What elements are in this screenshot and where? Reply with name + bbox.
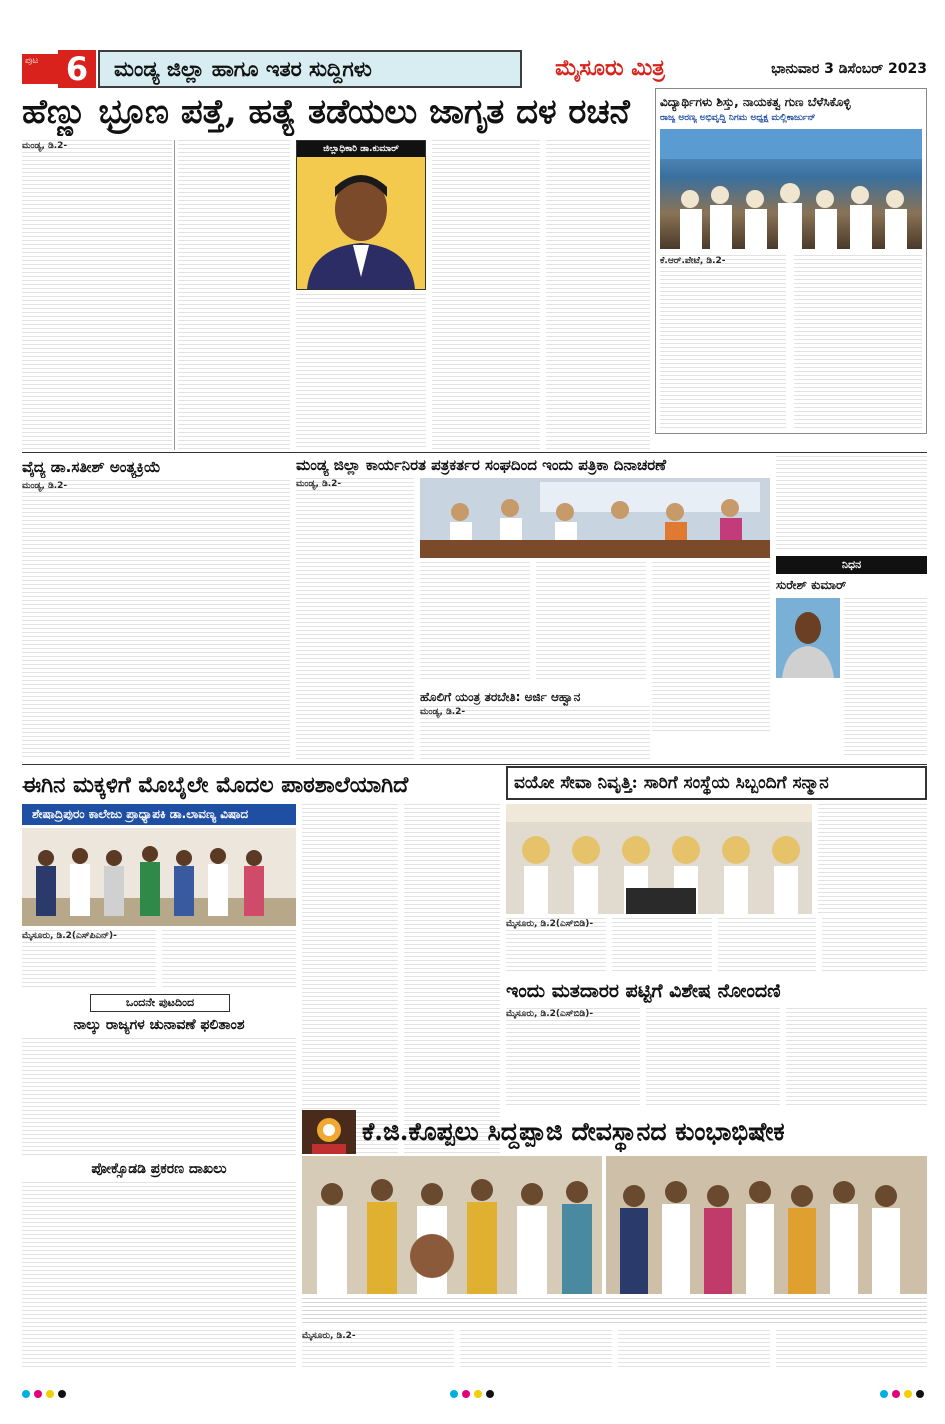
mobile-photo [22,828,296,926]
voters-body-1 [506,1008,640,1108]
black-dot [486,1390,494,1398]
press-day-body-4 [652,562,770,732]
students-headline: ವಿದ್ಯಾರ್ಥಿಗಳು ಶಿಸ್ತು, ನಾಯಕತ್ವ ಗುಣ ಬೆಳೆಸಿಕೊಳ್ಳಿ [660,95,851,109]
elections-body [22,1038,296,1156]
mobile-dateline: ಮೈಸೂರು, ಡಿ.2(ಎಸ್‌ಪಿಎನ್)- [22,931,117,941]
obituary-body [844,598,927,758]
temple-body-2 [460,1330,612,1370]
obituary-box [776,456,927,760]
holige-dateline: ಮಂಡ್ಯ, ಡಿ.2- [420,707,466,717]
students-photo [660,129,922,249]
continuation-label: ಒಂದನೇ ಪುಟದಿಂದ [90,994,230,1012]
press-day-body-1 [296,478,414,760]
holige-headline: ಹೊಲಿಗೆ ಯಂತ್ರ ತರಬೇತಿ: ಅರ್ಜಿ ಆಹ್ವಾನ [420,690,581,704]
cyan-dot [880,1390,888,1398]
cyan-dot [22,1390,30,1398]
funeral-body [22,480,290,760]
funeral-headline: ವೈದ್ಯ ಡಾ.ಸತೀಶ್ ಅಂತ್ಯಕ್ರಿಯೆ [22,458,161,476]
temple-body-1 [302,1330,454,1370]
mobile-body-2 [162,930,296,990]
temple-body-4 [776,1330,927,1370]
retire-body-side [818,804,927,914]
temple-deity-photo [302,1110,356,1154]
retire-body-2 [612,918,712,972]
retire-dateline: ಮೈಸೂರು, ಡಿ.2(ಎಸ್‌ಬಿಡಿ)- [506,919,594,929]
retire-body-3 [718,918,816,972]
temple-photo-caption [302,1298,927,1326]
section-title: ಮಂಡ್ಯ ಜಿಲ್ಲಾ ಹಾಗೂ ಇತರ ಸುದ್ದಿಗಳು [98,50,522,88]
students-subheadline: ರಾಜ್ಯ ಅರಣ್ಯ ಅಭಿವೃದ್ಧಿ ನಿಗಮ ಅಧ್ಯಕ್ಷ ಮಲ್ಲಿಕಾರ್ಜುನ್ [660,113,816,123]
color-registration-right [880,1390,924,1398]
temple-headline: ಕೆ.ಜಿ.ಕೊಪ್ಪಲು ಸಿದ್ದಪ್ಪಾಜಿ ದೇವಸ್ಥಾನದ ಕುಂಭಾಭಿಷೇಕ [362,1117,785,1146]
page-number: 6 [58,50,96,88]
retire-photo [506,804,812,914]
yellow-dot [474,1390,482,1398]
press-day-photo [420,478,770,558]
magenta-dot [34,1390,42,1398]
lead-photo-box [296,140,426,290]
mobile-headline: ಈಗಿನ ಮಕ್ಕಳಿಗೆ ಮೊಬೈಲೇ ಮೊದಲ ಪಾಠಶಾಲೆಯಾಗಿದೆ [22,772,409,798]
yellow-dot [904,1390,912,1398]
paper-logo: ಮೈಸೂರು ಮಿತ್ರ [555,56,665,81]
masthead [22,50,927,88]
retire-headline: ವಯೋ ಸೇವಾ ನಿವೃತ್ತಿ: ಸಾರಿಗೆ ಸಂಸ್ಥೆಯ ಸಿಬ್ಬಂದಿಗೆ ಸನ್ಮಾನ [514,773,829,793]
magenta-dot [892,1390,900,1398]
magenta-dot [462,1390,470,1398]
temple-header [302,1110,927,1154]
color-registration-left [22,1390,66,1398]
mobile-subheadline: ಶೇಷಾದ್ರಿಪುರಂ ಕಾಲೇಜು ಪ್ರಾಧ್ಯಾಪಕಿ ಡಾ.ಲಾವಣ್ಯ ವಿಷಾದ [22,804,296,825]
section-rule-2 [22,764,927,765]
temple-photo-right [606,1156,927,1294]
voters-dateline: ಮೈಸೂರು, ಡಿ.2(ಎಸ್‌ಬಿಡಿ)- [506,1009,594,1019]
mobile-body-1 [22,930,156,990]
elections-headline: ನಾಲ್ಕು ರಾಜ್ಯಗಳ ಚುನಾವಣೆ ಫಲಿತಾಂಶ [73,1017,245,1033]
press-day-body-2 [420,562,530,682]
color-registration-center [450,1390,494,1398]
temple-photo-left [302,1156,602,1294]
black-dot [58,1390,66,1398]
cyan-dot [450,1390,458,1398]
press-day-body-3 [536,562,646,682]
obituary-photo [776,598,840,678]
temple-dateline: ಮೈಸೂರು, ಡಿ.2- [302,1331,356,1341]
issue-date: ಭಾನುವಾರ 3 ಡಿಸೆಂಬರ್ 2023 [771,61,927,77]
retire-body-4 [822,918,927,972]
students-dateline: ಕೆ.ಆರ್.ಪೇಟೆ, ಡಿ.2- [660,256,726,266]
lead-body-col-3 [296,294,426,450]
voters-body-3 [786,1008,927,1108]
obituary-name: ಸುರೇಶ್ ಕುಮಾರ್ [776,578,847,592]
students-story [655,88,927,434]
pocso-body [22,1182,296,1368]
lead-body-col-2 [178,140,290,450]
students-body-1 [660,255,786,431]
press-day-dateline: ಮಂಡ್ಯ, ಡಿ.2- [296,479,342,489]
funeral-dateline: ಮಂಡ್ಯ, ಡಿ.2- [22,481,68,491]
black-dot [916,1390,924,1398]
pocso-headline: ಪೋಕ್ಸೊಡಡಿ ಪ್ರಕರಣ ದಾಖಲು [91,1161,227,1177]
lead-photo-caption: ಜಿಲ್ಲಾಧಿಕಾರಿ ಡಾ.ಕುಮಾರ್ [297,141,425,157]
holige-body [420,706,650,760]
press-day-headline: ಮಂಡ್ಯ ಜಿಲ್ಲಾ ಕಾರ್ಯನಿರತ ಪತ್ರಕರ್ತರ ಸಂಘದಿಂದ ಇಂದು ಪತ್ರಿಕಾ ದಿನಾಚರಣೆ [296,456,667,474]
lead-body-col-4 [432,140,540,450]
temple-body-3 [618,1330,770,1370]
voters-body-2 [646,1008,780,1108]
section-rule [22,452,927,453]
obituary-intro [776,456,927,550]
lead-body-col-1 [22,140,172,450]
students-body-2 [794,255,922,431]
lead-body-col-5 [546,140,650,450]
obituary-label: ನಿಧನ [776,556,927,574]
column-rule [174,140,175,450]
lead-dateline: ಮಂಡ್ಯ, ಡಿ.2- [22,141,68,151]
collector-portrait [297,157,425,289]
retire-headline-box [506,766,927,800]
voters-headline: ಇಂದು ಮತದಾರರ ಪಟ್ಟಿಗೆ ವಿಶೇಷ ನೋಂದಣಿ [506,980,781,1002]
lead-headline: ಹೆಣ್ಣು ಭ್ರೂಣ ಪತ್ತೆ, ಹತ್ಯೆ ತಡೆಯಲು ಜಾಗೃತ ದಳ ರಚನೆ [22,92,630,132]
retire-body-1 [506,918,606,972]
page-label: ಪುಟ [22,54,58,84]
yellow-dot [46,1390,54,1398]
